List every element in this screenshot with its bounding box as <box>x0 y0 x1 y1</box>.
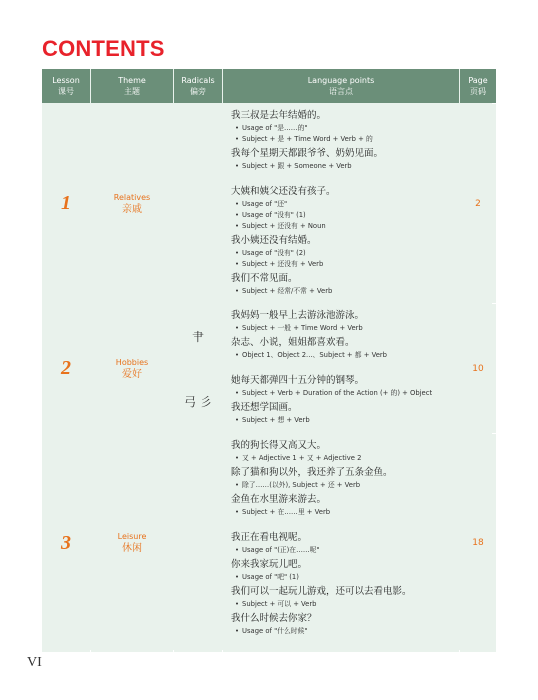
language-points-block <box>223 180 459 303</box>
example-sentence: 大姨和姨父还没有孩子。 <box>231 186 336 197</box>
language-points-block <box>223 434 459 525</box>
example-sentence: 她每天都弹四十五分钟的钢琴。 <box>231 375 365 386</box>
radical-cell <box>174 104 222 179</box>
language-points-block <box>223 526 459 652</box>
header-lesson: Lesson 课号 <box>42 69 90 103</box>
example-sentence: 我正在看电视呢。 <box>231 532 308 543</box>
grammar-point: • Usage of "是……的" <box>231 123 453 134</box>
radical-cell <box>174 434 222 525</box>
example-sentence: 我每个星期天都跟爷爷、奶奶见面。 <box>231 148 384 159</box>
example-sentence: 我还想学国画。 <box>231 402 298 413</box>
grammar-point: • Usage of "没有" (2) <box>231 248 453 259</box>
example-sentence: 我的狗长得又高又大。 <box>231 440 327 451</box>
lesson-theme: Hobbies 爱好 <box>91 304 173 433</box>
radical-cell <box>174 180 222 303</box>
grammar-point: • Usage of "还" <box>231 199 453 210</box>
lesson-theme: Leisure 休闲 <box>91 434 173 652</box>
header-page: Page 页码 <box>460 69 496 103</box>
grammar-point: • Usage of "没有" (1) <box>231 210 453 221</box>
grammar-point: • Subject + Verb + Duration of the Action (+ 的) + Object <box>231 388 453 399</box>
lesson-number: 2 <box>42 304 90 433</box>
grammar-point: • Subject + 经常/不常 + Verb <box>231 286 453 297</box>
grammar-point: • Usage of "吧" (1) <box>231 572 453 583</box>
header-radicals: Radicals 偏旁 <box>174 69 222 103</box>
grammar-point: • Subject + 在……里 + Verb <box>231 507 453 518</box>
example-sentence: 我们不常见面。 <box>231 273 298 284</box>
grammar-point: • Usage of "(正)在……呢" <box>231 545 453 556</box>
lesson-number: 3 <box>42 434 90 652</box>
contents-table <box>42 69 492 650</box>
grammar-point: • Object 1、Object 2...、Subject + 都 + Verb <box>231 350 453 361</box>
example-sentence: 杂志、小说，姐姐都喜欢看。 <box>231 337 355 348</box>
grammar-point: • Subject + 是 + Time Word + Verb + 的 <box>231 134 453 145</box>
example-sentence: 我们可以一起玩儿游戏，还可以去看电影。 <box>231 586 412 597</box>
example-sentence: 你来我家玩儿吧。 <box>231 559 308 570</box>
example-sentence: 金鱼在水里游来游去。 <box>231 494 327 505</box>
header-language-points: Language points 语言点 <box>223 69 459 103</box>
radical-cell <box>174 526 222 652</box>
page-number: 2 <box>460 104 496 303</box>
language-points-block <box>223 369 459 433</box>
header-theme: Theme 主题 <box>91 69 173 103</box>
grammar-point: • Subject + 跟 + Someone + Verb <box>231 161 453 172</box>
page-footer: VI <box>27 655 42 670</box>
lesson-theme: Relatives 亲戚 <box>91 104 173 303</box>
example-sentence: 除了猫和狗以外，我还养了五条金鱼。 <box>231 467 393 478</box>
page-title: CONTENTS <box>42 36 165 61</box>
grammar-point: • Subject + 可以 + Verb <box>231 599 453 610</box>
page-number: 10 <box>460 304 496 433</box>
radical-cell: 肀 <box>174 304 222 368</box>
example-sentence: 我小姨还没有结婚。 <box>231 235 317 246</box>
grammar-point: • Subject + 一般 + Time Word + Verb <box>231 323 453 334</box>
example-sentence: 我三叔是去年结婚的。 <box>231 110 327 121</box>
grammar-point: • 又 + Adjective 1 + 又 + Adjective 2 <box>231 453 453 464</box>
lesson-number: 1 <box>42 104 90 303</box>
language-points-block <box>223 104 459 179</box>
grammar-point: • 除了……(以外), Subject + 还 + Verb <box>231 480 453 491</box>
grammar-point: • Subject + 还没有 + Noun <box>231 221 453 232</box>
grammar-point: • Subject + 还没有 + Verb <box>231 259 453 270</box>
page-number: 18 <box>460 434 496 652</box>
grammar-point: • Usage of "什么时候" <box>231 626 453 637</box>
language-points-block <box>223 304 459 368</box>
radical-cell: 弓 彡 <box>174 369 222 433</box>
example-sentence: 我什么时候去你家？ <box>231 613 317 624</box>
grammar-point: • Subject + 想 + Verb <box>231 415 453 426</box>
example-sentence: 我妈妈一般早上去游泳池游泳。 <box>231 310 365 321</box>
